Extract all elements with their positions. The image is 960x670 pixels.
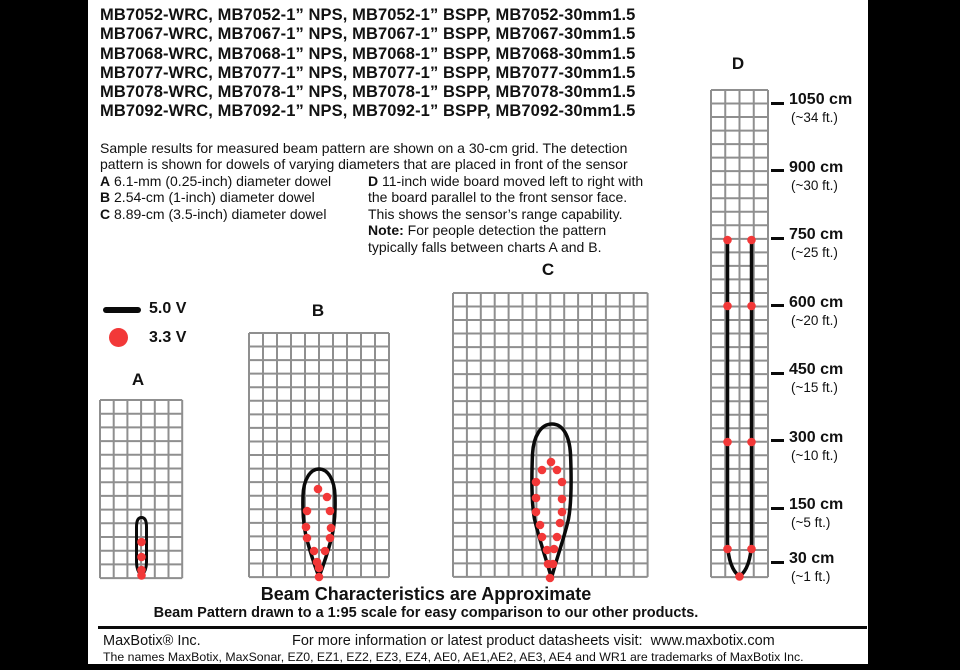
detection-dot: [532, 494, 541, 503]
scale-label-ft: (~34 ft.): [791, 110, 838, 125]
detection-dot: [137, 553, 146, 562]
beam-pattern-charts: [88, 0, 868, 664]
dowel-item-key: C: [100, 205, 111, 222]
board-line: Note: For people detection the pattern: [368, 222, 607, 239]
grid-A: [100, 400, 182, 578]
footer-divider: [98, 626, 867, 629]
detection-dot: [747, 236, 756, 245]
detection-dot: [553, 533, 562, 542]
detection-dot: [326, 534, 335, 543]
chart-c-label: C: [541, 260, 555, 279]
detection-dot: [310, 547, 319, 556]
detection-dot: [735, 572, 744, 581]
product-line: MB7068-WRC, MB7068-1” NPS, MB7068-1” BSPP, MB7068-30mm1.5: [100, 44, 636, 63]
scale-label-ft: (~25 ft.): [791, 245, 838, 260]
detection-dot: [723, 302, 732, 311]
scale-label-ft: (~15 ft.): [791, 380, 838, 395]
chart-d-label: D: [731, 54, 745, 73]
product-line: MB7052-WRC, MB7052-1” NPS, MB7052-1” BSPP, MB7052-30mm1.5: [100, 6, 636, 24]
description-line: pattern is shown for dowels of varying diameters that are placed in front of the sensor: [100, 156, 628, 173]
scale-label-ft: (~1 ft.): [791, 569, 831, 584]
detection-dot: [549, 560, 558, 569]
scale-tick: [771, 237, 784, 240]
detection-dot: [315, 564, 324, 573]
scale-label-ft: (~5 ft.): [791, 515, 831, 530]
scale-label-cm: 450 cm: [789, 361, 844, 378]
board-line: D 11-inch wide board moved left to right with: [368, 173, 644, 189]
board-line: the board parallel to the front sensor face.: [368, 189, 628, 206]
grid-B: [249, 333, 389, 577]
grid-D: [711, 90, 768, 577]
dowel-item: A 6.1-mm (0.25-inch) diameter dowel: [100, 173, 332, 189]
scale-label-cm: 150 cm: [789, 496, 844, 513]
product-line: MB7078-WRC, MB7078-1” NPS, MB7078-1” BSPP, MB7078-30mm1.5: [100, 83, 636, 102]
detection-dot: [303, 507, 312, 516]
board-line: This shows the sensor’s range capability.: [368, 205, 623, 222]
detection-dot: [747, 302, 756, 311]
detection-dot: [556, 519, 565, 528]
description-line: Sample results for measured beam pattern are shown on a 30-cm grid. The detection: [100, 140, 628, 156]
detection-dot: [747, 438, 756, 447]
chart-a-label: A: [131, 370, 145, 389]
detection-dot: [327, 524, 336, 533]
scale-label-cm: 600 cm: [789, 293, 844, 311]
detection-dot: [532, 508, 541, 517]
product-line: MB7067-WRC, MB7067-1” NPS, MB7067-1” BSPP, MB7067-30mm1.5: [100, 25, 636, 44]
detection-dot: [558, 478, 567, 487]
detection-dot: [723, 236, 732, 245]
scale-tick: [771, 439, 784, 442]
company-name: MaxBotix® Inc.: [103, 633, 201, 649]
legend-5v-label: 5.0 V: [149, 300, 187, 317]
scale-label-ft: (~30 ft.): [791, 177, 838, 193]
detection-dot: [538, 533, 547, 542]
board-line-key: D: [368, 173, 379, 189]
detection-dot: [558, 495, 567, 504]
detection-dot: [558, 508, 567, 517]
scale-tick: [771, 102, 784, 105]
beam-dots-A-3v3: [137, 538, 146, 580]
scale-label-cm: 1050 cm: [789, 91, 853, 108]
scale-tick: [771, 304, 784, 307]
product-line: MB7077-WRC, MB7077-1” NPS, MB7077-1” BSPP, MB7077-30mm1.5: [100, 63, 636, 82]
detection-dot: [547, 458, 556, 467]
scale-label-ft: (~10 ft.): [791, 447, 838, 463]
dowel-item-key: B: [100, 189, 111, 206]
detection-dot: [723, 545, 732, 554]
chart-b-label: B: [311, 301, 325, 320]
detection-dot: [326, 507, 335, 516]
detection-dot: [546, 574, 555, 583]
scale-tick: [771, 169, 784, 172]
scale-label-cm: 750 cm: [789, 226, 844, 243]
scale-label-cm: 30 cm: [789, 550, 835, 567]
dowel-item: B 2.54-cm (1-inch) diameter dowel: [100, 189, 315, 206]
scale-label-ft: (~20 ft.): [791, 312, 838, 328]
product-line: MB7092-WRC, MB7092-1” NPS, MB7092-1” BSPP, MB7092-30mm1.5: [100, 102, 636, 121]
board-line-key: Note:: [368, 222, 404, 239]
detection-dot: [323, 493, 332, 502]
scale-tick: [771, 561, 784, 564]
detection-dot: [553, 466, 562, 475]
legend-3v3-label: 3.3 V: [149, 329, 187, 346]
scale-label-cm: 300 cm: [789, 428, 844, 446]
detection-dot: [314, 485, 323, 494]
dowel-item-key: A: [100, 173, 111, 189]
dowel-item: C 8.89-cm (3.5-inch) diameter dowel: [100, 205, 327, 222]
datasheet-paper: [88, 0, 868, 664]
approx-title: Beam Characteristics are Approximate: [260, 584, 592, 604]
detection-dot: [550, 545, 559, 554]
detection-dot: [137, 538, 146, 547]
detection-dot: [747, 545, 756, 554]
more-info-text: For more information or latest product datasheets visit: www.maxbotix.com: [292, 633, 775, 649]
detection-dot: [137, 571, 146, 580]
detection-dot: [723, 438, 732, 447]
detection-dot: [321, 547, 330, 556]
scale-note: Beam Pattern drawn to a 1:95 scale for easy comparison to our other products.: [153, 605, 699, 621]
detection-dot: [303, 534, 312, 543]
scale-label-cm: 900 cm: [789, 158, 844, 176]
detection-dot: [315, 573, 324, 582]
detection-dot: [302, 523, 311, 532]
detection-dot: [538, 466, 547, 475]
scale-tick: [771, 372, 784, 375]
detection-dot: [532, 478, 541, 487]
board-line: typically falls between charts A and B.: [368, 238, 602, 255]
detection-dot: [536, 521, 545, 530]
grid-C: [453, 293, 648, 577]
trademark-notice: The names MaxBotix, MaxSonar, EZ0, EZ1, EZ2, EZ3, EZ4, AE0, AE1,AE2, AE3, AE4 and WR1 are trademarks of MaxBotix Inc.: [103, 650, 804, 664]
scale-tick: [771, 507, 784, 510]
